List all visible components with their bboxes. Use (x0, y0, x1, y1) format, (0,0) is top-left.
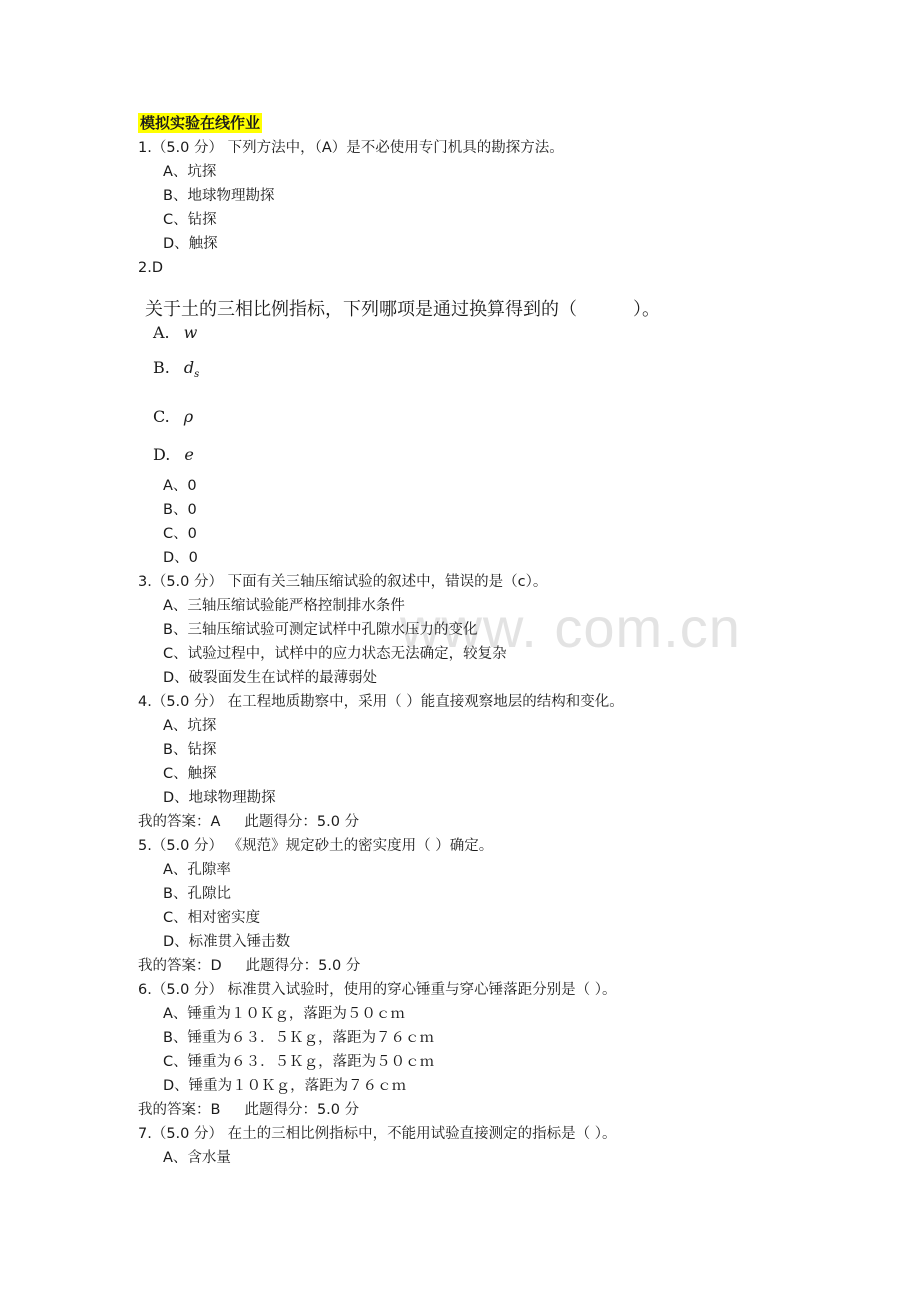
q4-option-a: A、坑探 (163, 718, 217, 734)
q7-option-a: A、含水量 (163, 1150, 231, 1166)
q4-option-d: D、地球物理勘探 (163, 790, 276, 806)
question-2-figure (145, 290, 685, 470)
q1-option-c: C、钻探 (163, 212, 217, 228)
score: 此题得分：5.0 分 (244, 1102, 360, 1118)
q4-option-b: B、钻探 (163, 742, 217, 758)
q1-option-a: A、坑探 (163, 164, 217, 180)
q5-option-c: C、相对密实度 (163, 910, 261, 926)
my-answer: 我的答案：B (138, 1102, 221, 1118)
q5-option-b: B、孔隙比 (163, 886, 231, 902)
q3-option-a: A、三轴压缩试验能严格控制排水条件 (163, 598, 405, 614)
q2-option-d: D、0 (163, 550, 198, 566)
q2-option-b: B、0 (163, 502, 197, 518)
my-answer: 我的答案：A (138, 814, 221, 830)
question-5: 5.（5.0 分） 《规范》规定砂土的密实度用（ ）确定。 (138, 838, 494, 854)
q1-option-b: B、地球物理勘探 (163, 188, 275, 204)
q6-answer-row (138, 1100, 359, 1120)
page-title: 模拟实验在线作业 (140, 114, 261, 132)
score: 此题得分：5.0 分 (244, 814, 360, 830)
figure-option-d: D. e (153, 445, 194, 464)
q1-option-d: D、触探 (163, 236, 218, 252)
q3-option-d: D、破裂面发生在试样的最薄弱处 (163, 670, 378, 686)
q6-option-d: D、锤重为１０Ｋｇ，落距为７６ｃｍ (163, 1078, 407, 1094)
q4-answer-row (138, 812, 359, 832)
figure-question: 关于土的三相比例指标，下列哪项是通过换算得到的（ ）。 (145, 299, 660, 320)
my-answer: 我的答案：D (138, 958, 222, 974)
figure-option-a: A. w (153, 323, 198, 342)
q5-answer-row (138, 956, 360, 976)
figure-option-b: B. $d_s$ (153, 358, 200, 381)
q6-option-a: A、锤重为１０Ｋｇ，落距为５０ｃｍ (163, 1006, 405, 1022)
question-7: 7.（5.0 分） 在土的三相比例指标中，不能用试验直接测定的指标是（ ）。 (138, 1126, 617, 1142)
question-6: 6.（5.0 分） 标准贯入试验时，使用的穿心锤重与穿心锤落距分别是（ ）。 (138, 982, 617, 998)
figure-option-c: C. ρ (153, 407, 194, 426)
question-1: 1.（5.0 分） 下列方法中，（A）是不必使用专门机具的勘探方法。 (138, 140, 564, 156)
score: 此题得分：5.0 分 (245, 958, 361, 974)
q6-option-b: B、锤重为６３．５Ｋｇ，落距为７６ｃｍ (163, 1030, 434, 1046)
question-3: 3.（5.0 分） 下面有关三轴压缩试验的叙述中，错误的是（c）。 (138, 574, 548, 590)
q2-option-c: C、0 (163, 526, 197, 542)
q5-option-d: D、标准贯入锤击数 (163, 934, 291, 950)
question-4: 4.（5.0 分） 在工程地质勘察中，采用（ ）能直接观察地层的结构和变化。 (138, 694, 624, 710)
q4-option-c: C、触探 (163, 766, 217, 782)
q6-option-c: C、锤重为６３．５Ｋｇ，落距为５０ｃｍ (163, 1054, 435, 1070)
q3-option-c: C、试验过程中，试样中的应力状态无法确定，较复杂 (163, 646, 507, 662)
watermark: www. com.cn (400, 596, 741, 659)
q2-option-a: A、0 (163, 478, 197, 494)
question-2: 2.D (138, 260, 163, 276)
q5-option-a: A、孔隙率 (163, 862, 231, 878)
q3-option-b: B、三轴压缩试验可测定试样中孔隙水压力的变化 (163, 622, 478, 638)
